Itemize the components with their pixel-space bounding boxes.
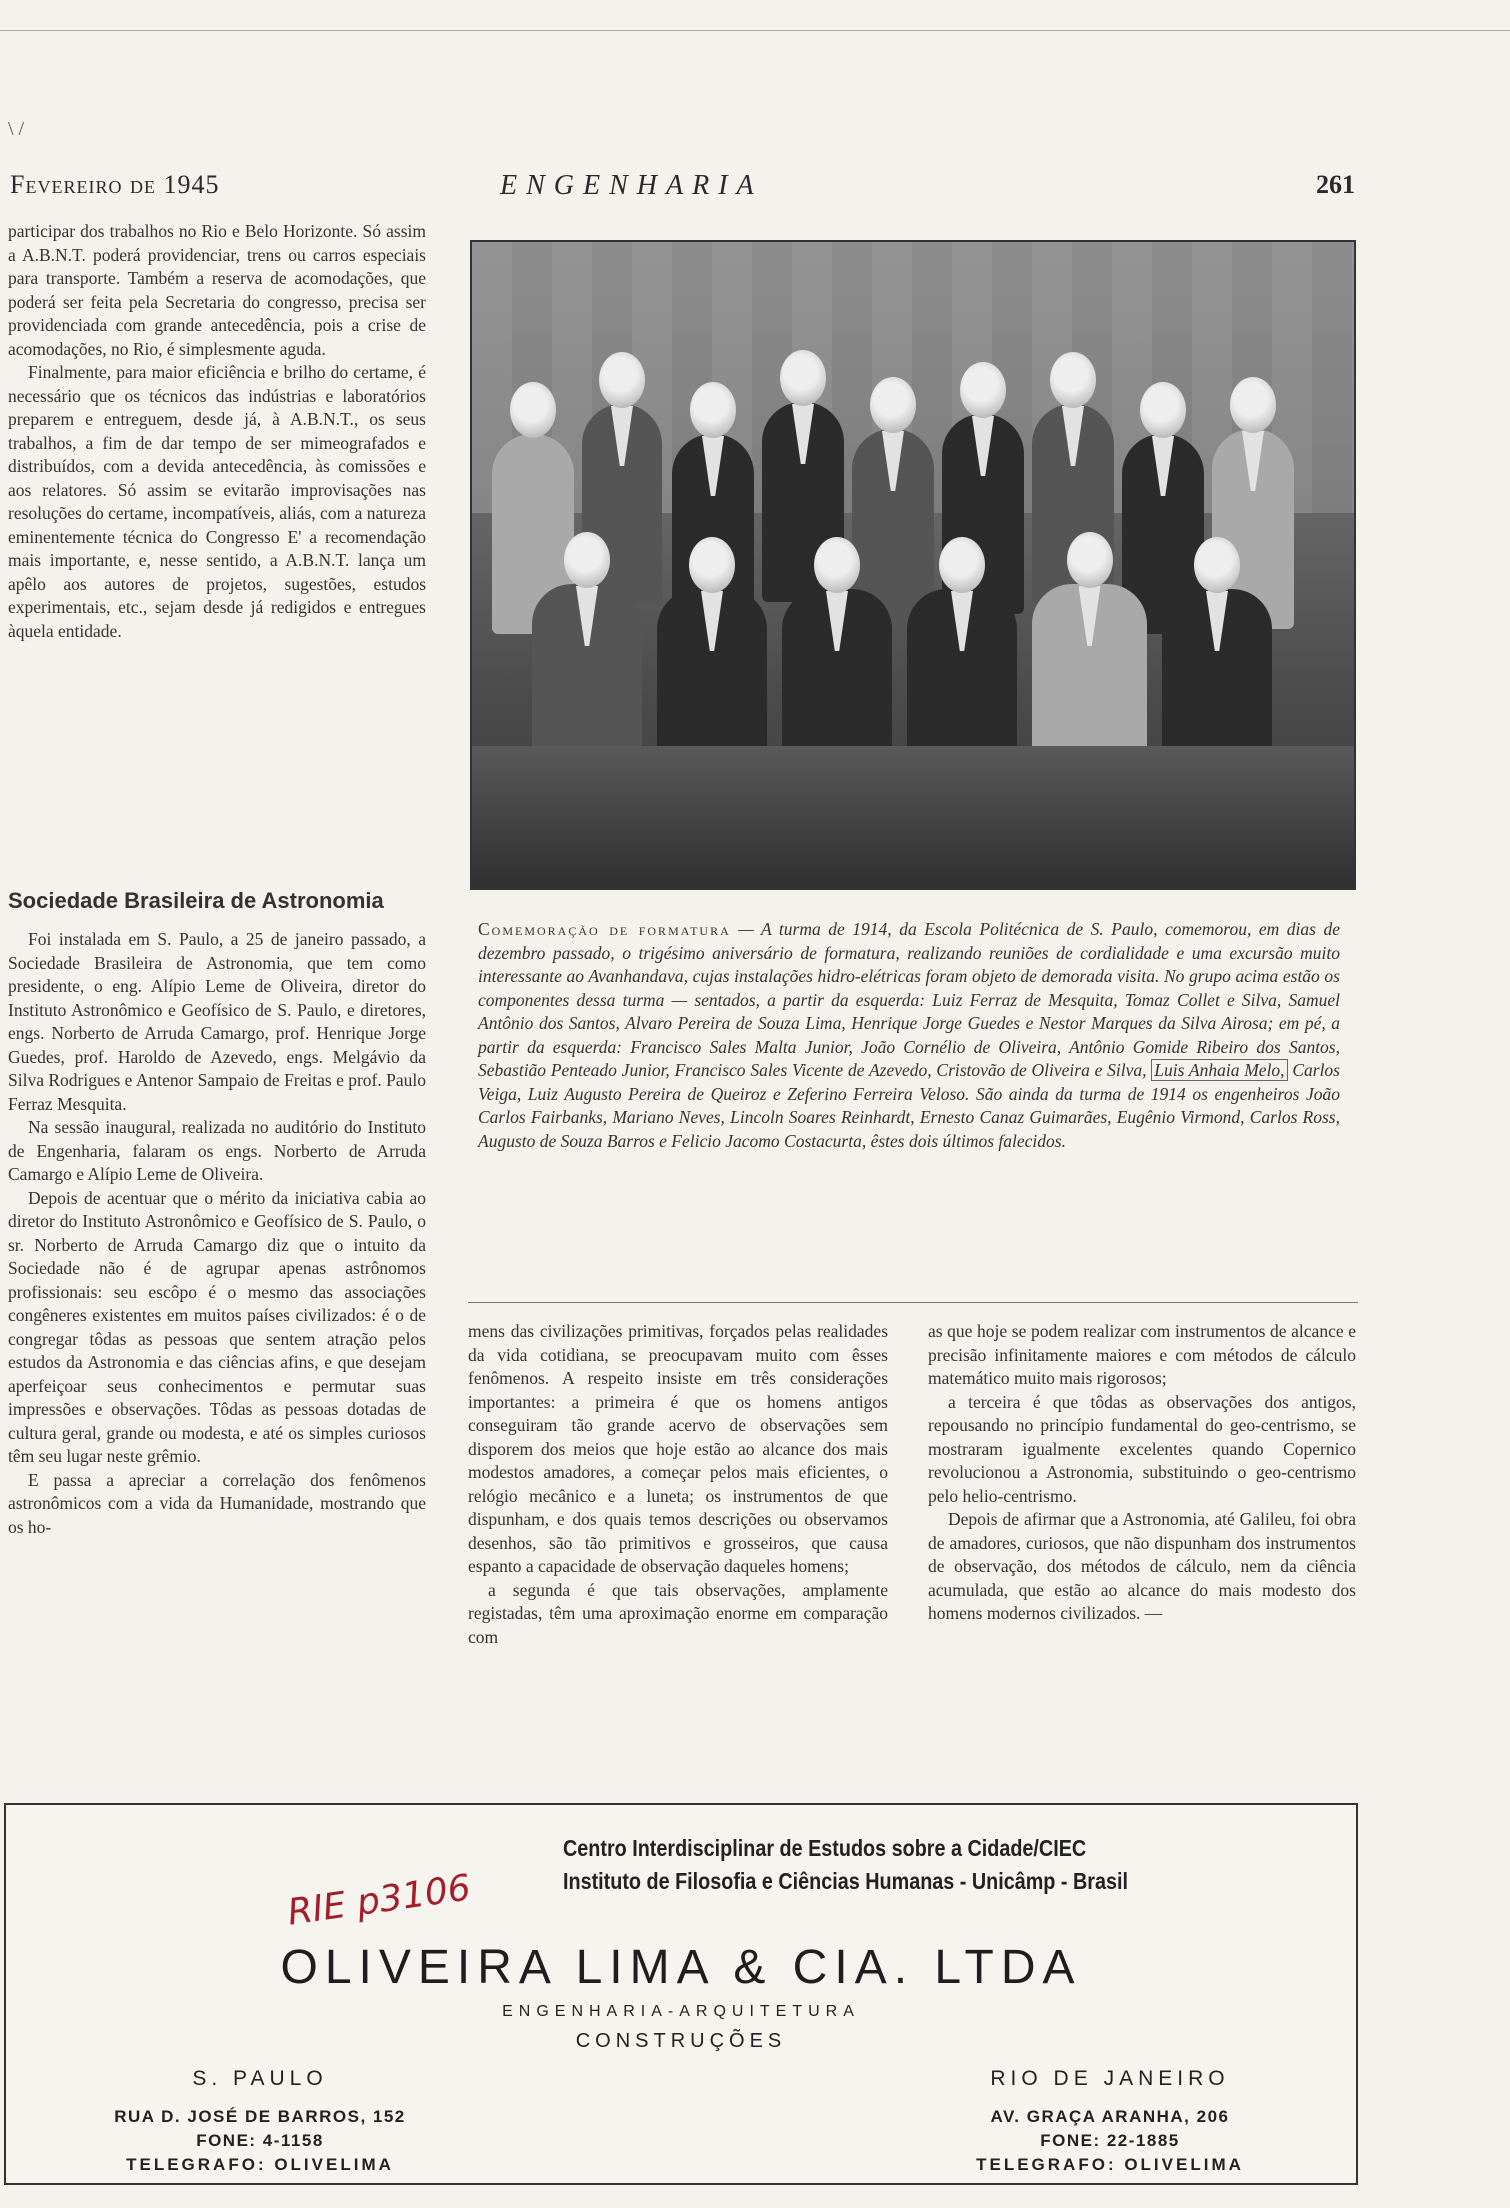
left-column-top [8, 220, 426, 643]
company-name: OLIVEIRA LIMA & CIA. LTDA [280, 1941, 1082, 1994]
office-city: S. PAULO [192, 2067, 328, 2090]
paragraph: a segunda é que tais observações, amplamente registadas, têm uma aproximação enorme em comparação com [468, 1579, 888, 1647]
middle-column [468, 1320, 888, 1649]
section-heading: Sociedade Brasileira de Astronomia [8, 888, 384, 913]
archive-stamp-line: Centro Interdisciplinar de Estudos sobre a Cidade/CIEC [563, 1835, 1087, 1861]
left-column-bottom [8, 928, 426, 1539]
top-rule [0, 30, 1510, 31]
caption-text: Carlos Veiga, Luiz Augusto Pereira de Queiroz e Zeferino Ferreira Veloso. São ainda da turma de 1914 os engenheiros João Carlos Fairbanks, Mariano Neves, Lincoln Soares Reinhardt, Ernesto Canaz Guimarães, Eugênio Virmond, Carlos Ross, Augusto de Souza Barros e Felicio Jacomo Costacurta, êstes dois últimos falecidos. [478, 1060, 1340, 1151]
office-phone: FONE: 4-1158 [196, 2131, 324, 2150]
paragraph: Finalmente, para maior eficiência e brilho do certame, é necessário que os técnicos das indústrias e laboratórios preparem e entreguem, desde já, à A.B.N.T., os seus trabalhos, a fim de dar tempo de ser mimeografados e distribuídos, com a devida antecedência, às comissões e aos relatores. Só assim se evitarão improvisações nas resoluções do certame, incompatíveis, aliás, com a natureza eminentemente técnica do Congresso E' a recomendação mais importante, e, nesse sentido, a A.B.N.T. lança um apêlo aos autores de projetos, sugestões, estudos experimentais, etc., sejam desde já redigidos e entregues àquela entidade. [8, 362, 426, 641]
office-address: AV. GRAÇA ARANHA, 206 [990, 2107, 1230, 2126]
page-number: 261 [1316, 170, 1355, 199]
office-city: RIO DE JANEIRO [990, 2067, 1230, 2090]
office-telegraph: TELEGRAFO: OLIVELIMA [126, 2155, 394, 2174]
paragraph: a terceira é que tôdas as observações dos antigos, repousando no princípio fundamental do geo-centrismo, se mostraram igualmente excelentes quando Copernico revolucionou a Astronomia, substituindo o geo-centrismo pelo helio-centrismo. [928, 1391, 1356, 1506]
caption-text: — A turma de 1914, da Escola Politécnica de S. Paulo, comemorou, em dias de dezembro passado, o trigésimo aniversário de formatura, realizando reuniões de cordialidade e uma excursão muito interessante ao Avanhandava, cujas instalações hidro-elétricas foram objeto de demorada visita. No grupo acima estão os componentes dessa turma — sentados, a partir da esquerda: Luiz Ferraz de Mesquita, Tomaz Collet e Silva, Samuel Antônio dos Santos, Alvaro Pereira de Souza Lima, Henrique Jorge Guedes e Nestor Marques da Silva Airosa; em pé, a partir da esquerda: Francisco Sales Malta Junior, João Cornélio de Oliveira, Antônio Gomide Ribeiro dos Santos, Sebastião Penteado Junior, Francisco Sales Vicente de Azevedo, Cristovão de Oliveira e Silva, [478, 919, 1340, 1080]
paragraph: participar dos trabalhos no Rio e Belo Horizonte. Só assim a A.B.N.T. poderá providenciar, trens ou carros especiais para transporte. Também a reserva de acomodações, que poderá ser feita pela Secretaria do congresso, precisa ser providenciada com grande antecedência, pois a crise de acomodações, no Rio, é simplesmente aguda. [8, 221, 426, 359]
handwritten-note: RIE p3106 [285, 1867, 474, 1934]
paragraph: Foi instalada em S. Paulo, a 25 de janeiro passado, a Sociedade Brasileira de Astronomia, que tem como presidente, o eng. Alípio Leme de Oliveira, diretor do Instituto Astronômico e Geofísico de S. Paulo, e diretores, engs. Norberto de Arruda Camargo, prof. Henrique Jorge Guedes, prof. Haroldo de Azevedo, engs. Melgávio da Silva Rodrigues e Antenor Sampaio de Freitas e prof. Paulo Ferraz Mesquita. [8, 929, 426, 1114]
caption-divider [468, 1302, 1358, 1303]
photo-caption [478, 918, 1340, 1153]
corner-mark: \ / [8, 118, 25, 140]
photo-floor [472, 746, 1354, 888]
journal-title: ENGENHARIA [500, 170, 763, 201]
office-address: RUA D. JOSÉ DE BARROS, 152 [114, 2107, 406, 2126]
office-sao-paulo [30, 2067, 490, 2177]
archive-stamp-line: Instituto de Filosofia e Ciências Humanas - Unicâmp - Brasil [563, 1868, 1128, 1894]
office-rio-de-janeiro [880, 2067, 1340, 2177]
group-photograph [470, 240, 1356, 890]
paragraph: E passa a apreciar a correlação dos fenômenos astronômicos com a vida da Humanidade, mostrando que os ho- [8, 1469, 426, 1537]
paragraph: Na sessão inaugural, realizada no auditório do Instituto de Engenharia, falaram os engs. Norberto de Arruda Camargo e Alípio Leme de Oliveira. [8, 1117, 426, 1184]
issue-date: Fevereiro de 1945 [10, 170, 220, 199]
office-telegraph: TELEGRAFO: OLIVELIMA [976, 2155, 1244, 2174]
paragraph: Depois de acentuar que o mérito da iniciativa cabia ao diretor do Instituto Astronômico e Geofísico de S. Paulo, o sr. Norberto de Arruda Camargo diz que o intuito da Sociedade não é de agrupar apenas astrônomos profissionais: seu escôpo é o mesmo das associações congêneres existentes em muitos países civilizados: é o de congregar tôdas as pessoas que sentem atração pelos estudos da Astronomia e das ciências afins, e que desejam aperfeiçoar seus conhecimentos e permutar suas impressões e observações. Tôdas as pessoas dotadas de cultura geral, grande ou modesta, e até os simples curiosos têm seu lugar neste grêmio. [8, 1187, 426, 1466]
office-phone: FONE: 22-1885 [1040, 2131, 1180, 2150]
paragraph: as que hoje se podem realizar com instrumentos de alcance e precisão infinitamente maiores e com métodos de cálculo matemático muito mais rigorosos; [928, 1321, 1356, 1388]
caption-title: Comemoração de formatura [478, 919, 731, 939]
right-column [928, 1320, 1356, 1626]
paragraph: mens das civilizações primitivas, forçados pelas realidades da vida cotidiana, se preocupavam muito com êsses fenômenos. A respeito insiste em três considerações importantes: a primeira é que os homens antigos conseguiram tão grande acervo de observações sem disporem dos meios que hoje estão ao alcance dos mais modestos amadores, a começar pelos mais eficientes, o relógio mecânico e a luneta; os instrumentos de que dispunham, e dos quais temos descrições ou observamos desenhos, são tão primitivos e grosseiros, que causa espanto a capacidade de observação daqueles homens; [468, 1321, 888, 1576]
paragraph: Depois de afirmar que a Astronomia, até Galileu, foi obra de amadores, curiosos, que não dispunham dos instrumentos de observação, dos métodos de cálculo, nem da ciência acumulada, que estão ao alcance do mais modesto dos homens modernos civilizados. — [928, 1509, 1356, 1623]
company-specialty: ENGENHARIA-ARQUITETURA [502, 2003, 860, 2020]
caption-boxed-name: Luis Anhaia Melo, [1151, 1059, 1287, 1081]
company-service: CONSTRUÇÕES [575, 2030, 787, 2052]
